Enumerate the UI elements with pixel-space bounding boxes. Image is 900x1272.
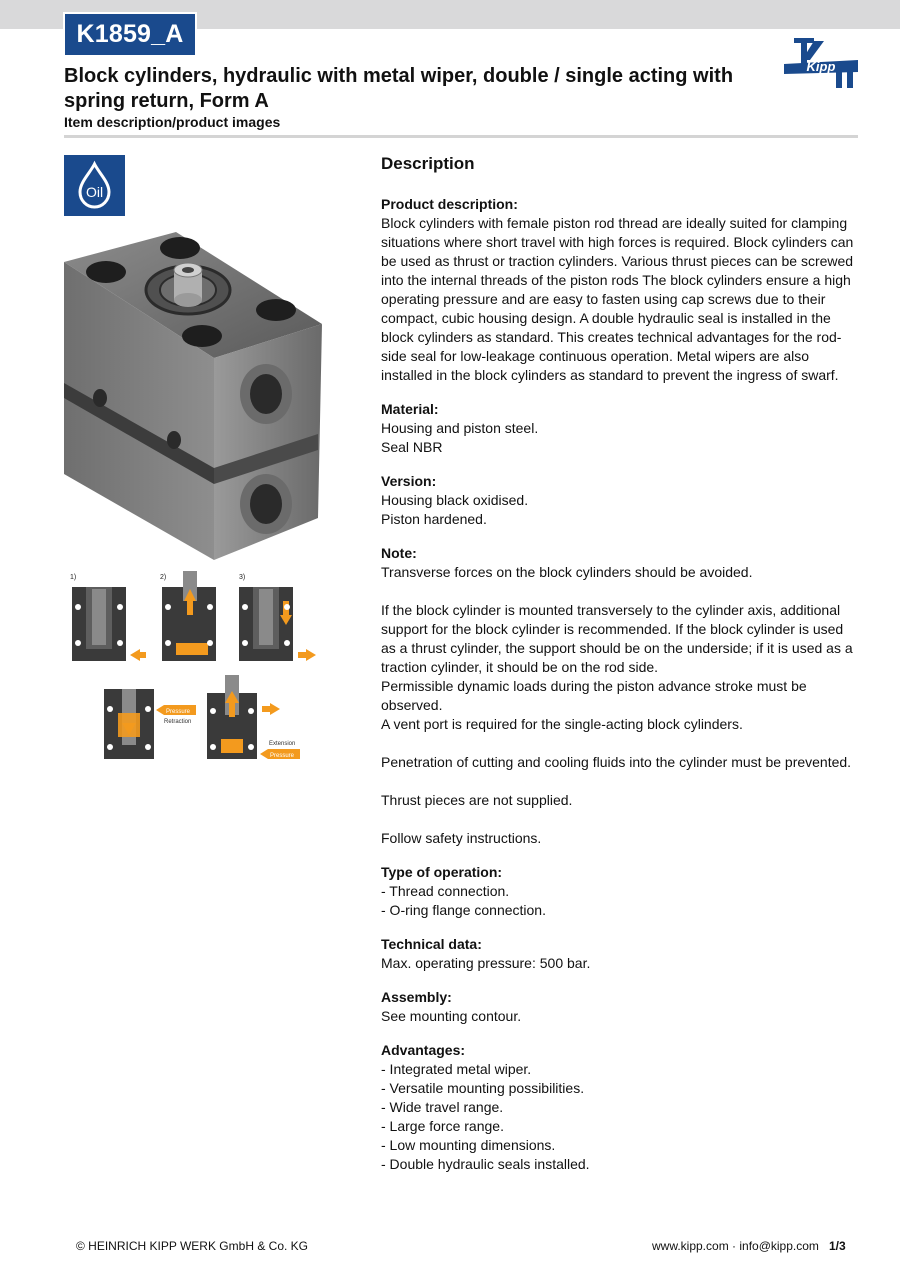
material-heading: Material: [381, 401, 439, 417]
operation-heading: Type of operation: [381, 864, 503, 880]
kipp-logo [784, 38, 858, 92]
note-heading: Note: [381, 545, 417, 561]
advantages-heading: Advantages: [381, 1042, 466, 1058]
cylinder-double-retraction [104, 689, 196, 759]
product-description-section [381, 195, 859, 385]
technical-text: Max. operating pressure: 500 bar. [381, 955, 591, 971]
page-subtitle: Item description/product images [64, 114, 281, 130]
technical-section [381, 935, 859, 973]
version-line: Housing black oxidised. [381, 492, 529, 508]
assembly-heading: Assembly: [381, 989, 452, 1005]
pressure-label-extension: Pressure [270, 753, 295, 759]
product-code-badge: K1859_A [63, 12, 197, 57]
list-item: - Double hydraulic seals installed. [381, 1156, 590, 1172]
operation-section [381, 863, 859, 920]
advantages-section [381, 1041, 859, 1174]
description-heading: Description [381, 154, 475, 173]
cylinder-step-2 [162, 571, 216, 661]
list-item: - Wide travel range. [381, 1099, 504, 1115]
product-description-text: Block cylinders with female piston rod thread are ideally suited for clamping situations where short travel with high forces is required. Block cylinders can be used as thrust or traction cylinders. Various thrust pieces can be screwed into the internal threads of the piston rods The block cylinders ensure a high operating pressure and are easy to fasten using cap screws due to their compact, cubic housing design. A double hydraulic seal is installed in the block cylinders as standard. This creates technical advantages for the rod-side seal for low-leakage continuous operation. Metal wipers are also installed in the block cylinders as standard to prevent the ingress of swarf. [381, 215, 854, 383]
cylinder-double-extension [207, 675, 300, 759]
note-text: If the block cylinder is mounted transversely to the cylinder axis, additional support for the block cylinder is recommended. If the block cylinder is used as a thrust cylinder, the support should be on the underside; if it is used as a traction cylinder, it should be on the rod side. [381, 602, 853, 675]
note-text: Follow safety instructions. [381, 830, 542, 846]
material-line: Seal NBR [381, 439, 443, 455]
footer-contact: www.kipp.com · info@kipp.com [652, 1239, 819, 1253]
operation-line: - Thread connection. [381, 883, 510, 899]
material-line: Housing and piston steel. [381, 420, 539, 436]
version-section [381, 472, 859, 529]
page-title: Block cylinders, hydraulic with metal wiper, double / single acting with spring return, Form A [64, 65, 734, 112]
note-text: Transverse forces on the block cylinders should be avoided. [381, 564, 753, 580]
step-label-3: 3) [239, 574, 246, 581]
assembly-section [381, 988, 859, 1026]
description-column [381, 152, 859, 1189]
version-line: Piston hardened. [381, 511, 487, 527]
step-label-1: 1) [70, 574, 77, 581]
function-diagram [64, 563, 324, 771]
operation-line: - O-ring flange connection. [381, 902, 546, 918]
note-text: Permissible dynamic loads during the piston advance stroke must be observed. [381, 678, 807, 713]
product-description-heading: Product description: [381, 196, 518, 212]
cylinder-step-1 [72, 587, 146, 661]
list-item: - Versatile mounting possibilities. [381, 1080, 585, 1096]
note-section [381, 544, 859, 848]
assembly-text: See mounting contour. [381, 1008, 522, 1024]
header-divider [64, 135, 858, 138]
retraction-label: Retraction [164, 719, 192, 725]
cylinder-step-3 [239, 587, 316, 661]
list-item: - Low mounting dimensions. [381, 1137, 556, 1153]
oil-drop-icon [64, 155, 125, 216]
note-text: Penetration of cutting and cooling fluids into the cylinder must be prevented. [381, 754, 852, 770]
material-section [381, 400, 859, 457]
footer-copyright: © HEINRICH KIPP WERK GmbH & Co. KG [76, 1239, 308, 1253]
note-text: A vent port is required for the single-acting block cylinders. [381, 716, 743, 732]
oil-label: Oil [85, 184, 104, 200]
extension-label: Extension [269, 741, 296, 747]
page-number: 1/3 [829, 1239, 846, 1253]
note-text: Thrust pieces are not supplied. [381, 792, 573, 808]
logo-text: Kipp [806, 59, 836, 74]
technical-heading: Technical data: [381, 936, 482, 952]
version-heading: Version: [381, 473, 437, 489]
pressure-label: Pressure [166, 709, 191, 715]
list-item: - Integrated metal wiper. [381, 1061, 532, 1077]
step-label-2: 2) [160, 574, 167, 581]
list-item: - Large force range. [381, 1118, 504, 1134]
product-image [64, 228, 324, 560]
